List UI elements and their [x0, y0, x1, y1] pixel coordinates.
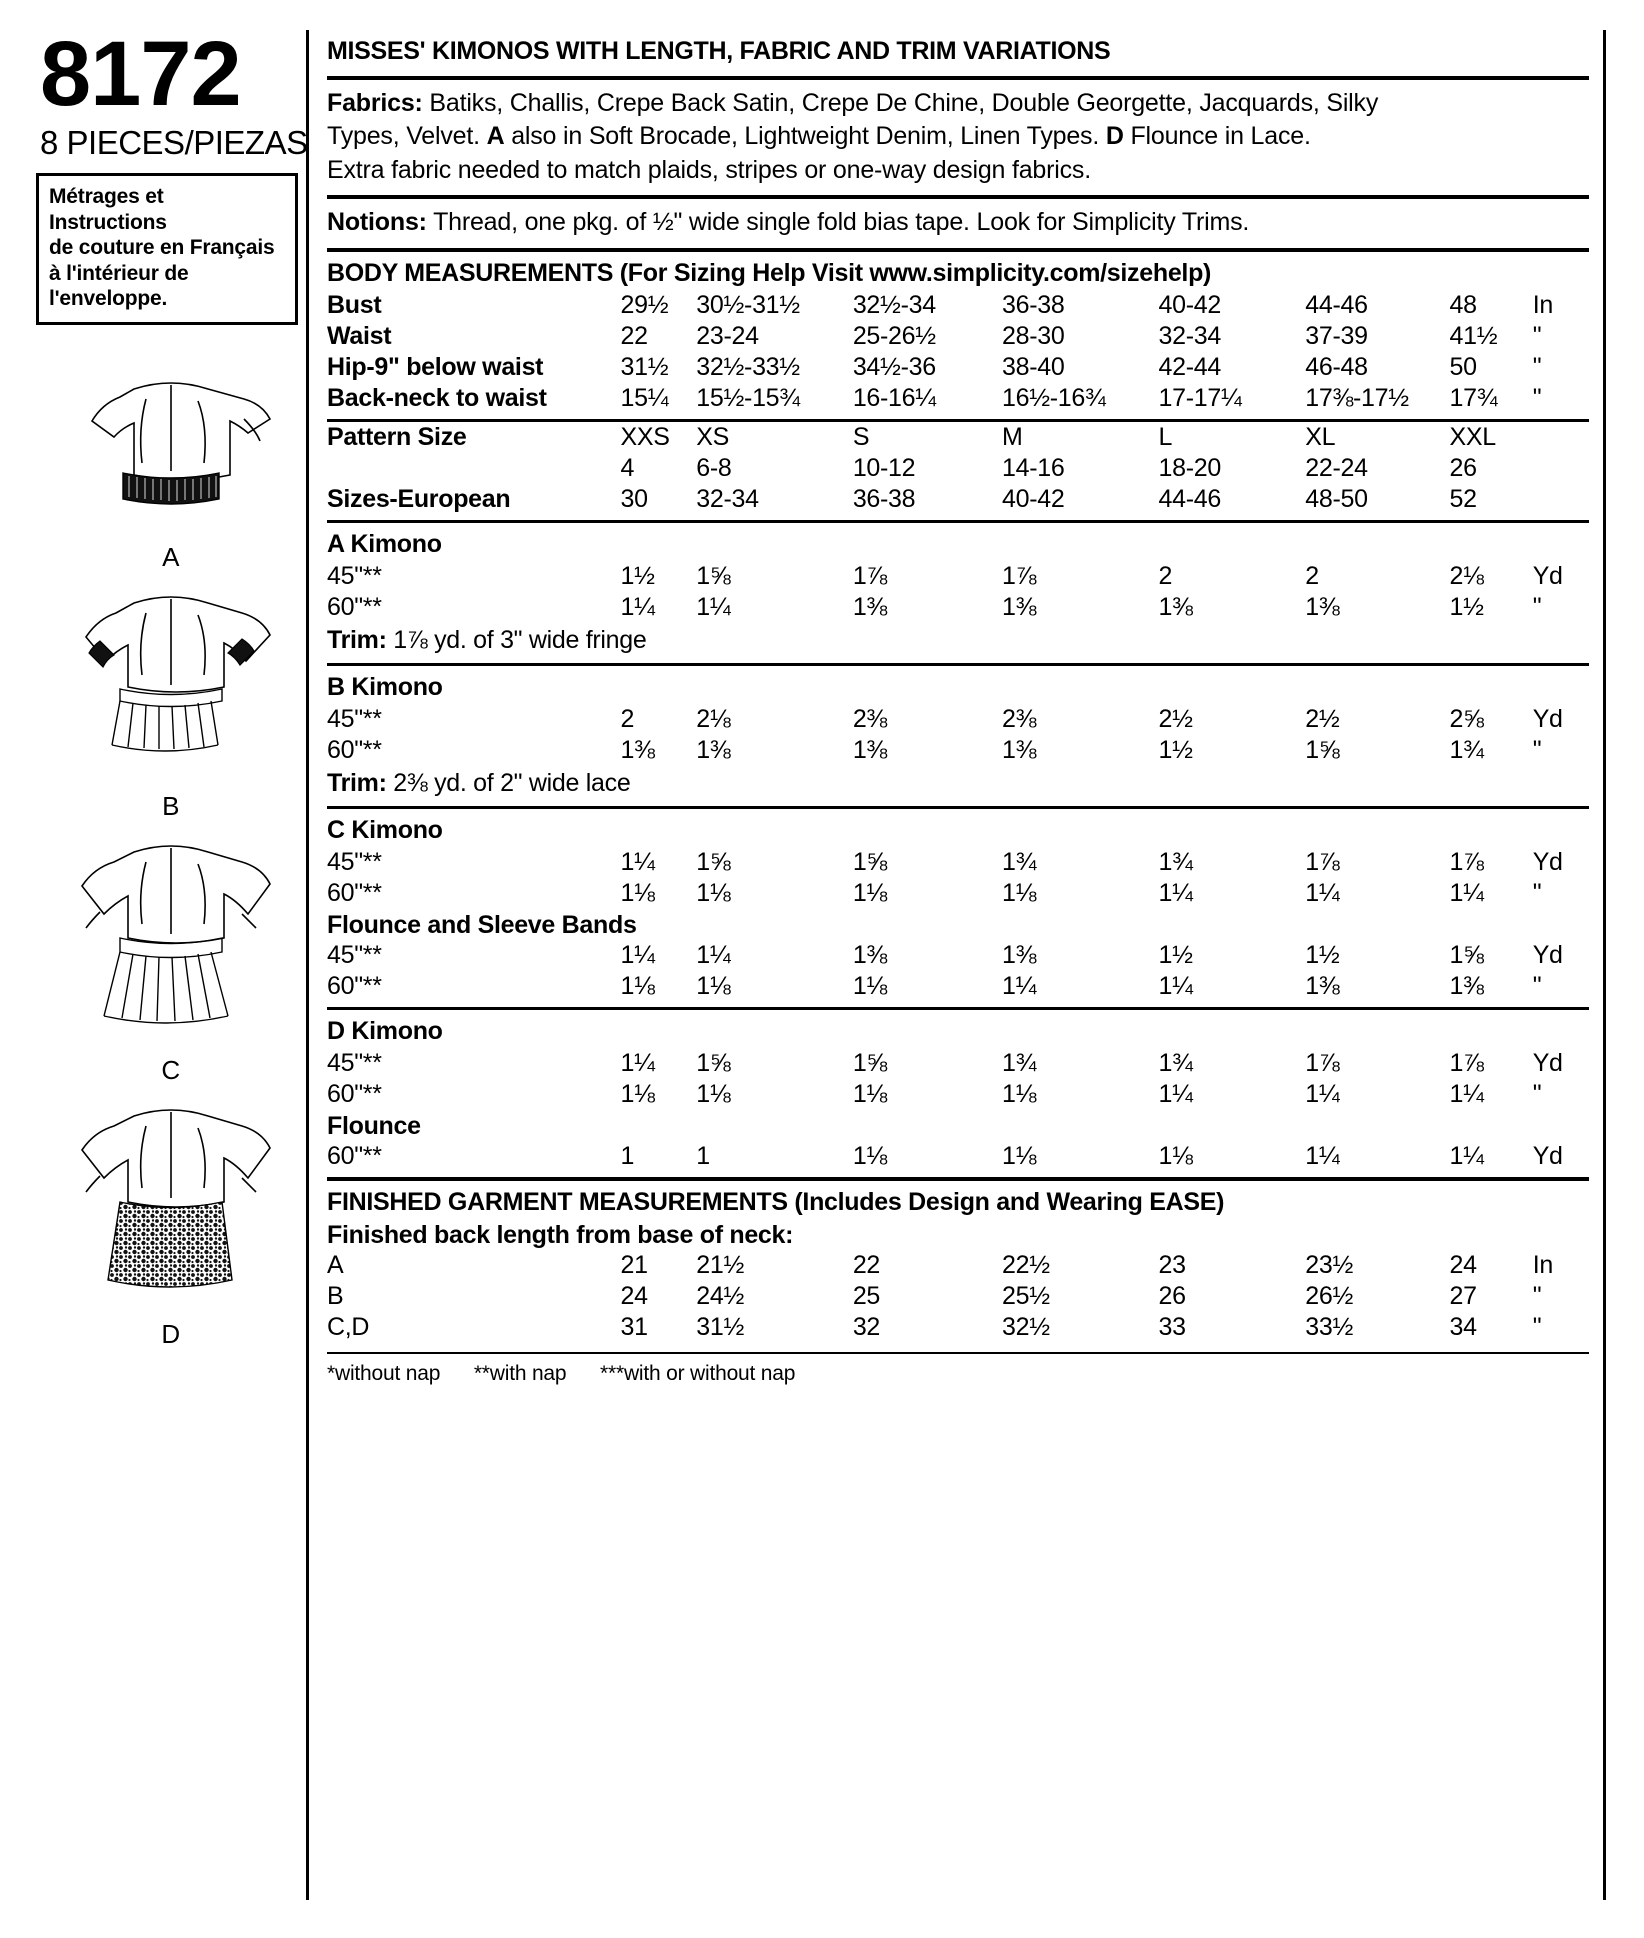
- numsize-s: 10-12: [852, 453, 916, 482]
- cell-xxl: 41½: [1449, 321, 1498, 350]
- table-row: [327, 847, 1589, 878]
- cell-s: 1⅛: [852, 1079, 887, 1108]
- pieces-count: 8 PIECES/PIEZAS: [40, 124, 308, 161]
- pattern-size-table: [327, 422, 1589, 515]
- fabrics-label: Fabrics:: [327, 88, 423, 117]
- view-b: [40, 589, 302, 822]
- cell-xxs: 1¼: [620, 940, 655, 969]
- trim-text: 1⅞ yd. of 3" wide fringe: [393, 625, 647, 654]
- eu-xl: 48-50: [1305, 484, 1368, 513]
- cell-xs: 1¼: [696, 592, 731, 621]
- cell-xxs: 1⅛: [620, 971, 655, 1000]
- cell-unit: ": [1532, 592, 1542, 621]
- size-m: M: [1002, 422, 1023, 451]
- footnote-2: **with nap: [473, 1361, 567, 1385]
- cell-l: 42-44: [1158, 352, 1221, 381]
- cell-xxs: 1⅛: [620, 878, 655, 907]
- cell-l: 1¼: [1158, 1079, 1193, 1108]
- cell-xl: 44-46: [1305, 290, 1368, 319]
- cell-xxl: 24: [1449, 1250, 1477, 1279]
- cell-xs: 1⅝: [696, 561, 731, 590]
- cell-unit: Yd: [1532, 561, 1563, 590]
- view-c-label: C: [161, 1055, 181, 1085]
- cell-xxl: 1⅜: [1449, 971, 1484, 1000]
- cell-xxl: 27: [1449, 1281, 1477, 1310]
- cell-l: 32-34: [1158, 321, 1221, 350]
- cell-l: 1¼: [1158, 878, 1193, 907]
- cell-l: 1½: [1158, 940, 1193, 969]
- trim-label: Trim:: [327, 625, 387, 654]
- finished-measurements-heading: FINISHED GARMENT MEASUREMENTS (Includes Design and Wearing EASE): [327, 1187, 1225, 1216]
- notions-text: Thread, one pkg. of ½" wide single fold bias tape. Look for Simplicity Trims.: [433, 208, 1250, 236]
- cell-l: 1⅛: [1158, 1141, 1193, 1170]
- cell-xxl: 1⅝: [1449, 940, 1484, 969]
- cell-xl: 37-39: [1305, 321, 1368, 350]
- finished-measurements-table: [327, 1250, 1589, 1343]
- cell-xxs: 1¼: [620, 592, 655, 621]
- cell-xxs: 1¼: [620, 1048, 655, 1077]
- cell-unit: ": [1532, 1079, 1542, 1108]
- table-row: [327, 971, 1589, 1002]
- cell-m: 1⅞: [1002, 561, 1037, 590]
- cell-xxl: 1½: [1449, 592, 1484, 621]
- notions-block: [327, 199, 1589, 248]
- cell-s: 25-26½: [852, 321, 936, 350]
- table-row: [327, 422, 1589, 453]
- cell-xl: 46-48: [1305, 352, 1368, 381]
- numsize-m: 14-16: [1002, 453, 1065, 482]
- cell-l: 1¼: [1158, 971, 1193, 1000]
- french-line-1: Métrages et Instructions: [49, 185, 167, 234]
- cell-s: 1⅝: [852, 847, 887, 876]
- view-c: [40, 838, 302, 1086]
- eu-s: 36-38: [852, 484, 916, 513]
- size-xs: XS: [696, 422, 730, 451]
- cell-s: 1⅜: [852, 735, 887, 764]
- yardage-table-c: [327, 847, 1589, 909]
- cell-xs: 1⅛: [696, 971, 731, 1000]
- cell-xl: 1⅝: [1305, 735, 1340, 764]
- cell-xl: 26½: [1305, 1281, 1354, 1310]
- row-label: Hip-9" below waist: [327, 352, 544, 381]
- cell-xxl: 2⅝: [1449, 704, 1484, 733]
- table-row: [327, 878, 1589, 909]
- trim-label: Trim:: [327, 768, 387, 797]
- cell-xs: 2⅛: [696, 704, 731, 733]
- numsize-xxl: 26: [1449, 453, 1477, 482]
- cell-xxl: 50: [1449, 352, 1477, 381]
- section-d-kimono-title: D Kimono: [327, 1016, 443, 1045]
- row-label-45: 45"**: [327, 561, 382, 590]
- cell-l: 40-42: [1158, 290, 1221, 319]
- table-row: [327, 704, 1589, 735]
- row-label-a: A: [327, 1250, 344, 1279]
- cell-m: 1¼: [1002, 971, 1037, 1000]
- cell-unit: ": [1532, 321, 1542, 350]
- numsize-xl: 22-24: [1305, 453, 1368, 482]
- cell-m: 2⅜: [1002, 704, 1037, 733]
- cell-unit: In: [1532, 1250, 1553, 1279]
- cell-s: 22: [852, 1250, 881, 1279]
- cell-m: 1¾: [1002, 847, 1037, 876]
- cell-xs: 1⅛: [696, 878, 731, 907]
- cell-unit: [1533, 453, 1589, 484]
- fabrics-block: [327, 80, 1589, 196]
- cell-xxl: 1¾: [1449, 735, 1484, 764]
- table-row: [327, 1048, 1589, 1079]
- cell-unit: [1533, 422, 1589, 453]
- size-xl: XL: [1305, 422, 1336, 451]
- trim-line-b: [327, 766, 1589, 806]
- table-row: [327, 940, 1589, 971]
- cell-unit: Yd: [1532, 940, 1563, 969]
- cell-unit: Yd: [1532, 1048, 1563, 1077]
- row-label-60: 60"**: [327, 878, 382, 907]
- row-label-60: 60"**: [327, 735, 382, 764]
- cell-m: 1⅛: [1002, 1079, 1037, 1108]
- view-a: [40, 375, 302, 573]
- table-row: [327, 561, 1589, 592]
- row-label-b: B: [327, 1281, 344, 1310]
- yardage-table-b: [327, 704, 1589, 766]
- pattern-number: 8172: [40, 23, 241, 125]
- fabrics-view-d-ref: D: [1105, 122, 1124, 150]
- row-label-45: 45"**: [327, 704, 382, 733]
- table-row: [327, 383, 1589, 414]
- cell-xl: 1¼: [1305, 1079, 1340, 1108]
- size-s: S: [852, 422, 870, 451]
- cell-xxl: 1¼: [1449, 1079, 1484, 1108]
- fabrics-line-3: Extra fabric needed to match plaids, stripes or one-way design fabrics.: [327, 155, 1091, 184]
- cell-xxl: 34: [1449, 1312, 1477, 1341]
- cell-xs: 1⅛: [696, 1079, 731, 1108]
- cell-s: 32: [852, 1312, 881, 1341]
- cell-m: 1⅜: [1002, 735, 1037, 764]
- view-a-label: A: [162, 542, 180, 572]
- cell-unit: ": [1532, 735, 1542, 764]
- cell-xxl: 17¾: [1449, 383, 1498, 412]
- body-measurements-table: [327, 290, 1589, 414]
- cell-l: 1¾: [1158, 1048, 1193, 1077]
- row-label-60: 60"**: [327, 1141, 382, 1170]
- table-row: [327, 321, 1589, 352]
- cell-m: 1⅛: [1002, 878, 1037, 907]
- eu-m: 40-42: [1002, 484, 1065, 513]
- table-row: [327, 735, 1589, 766]
- info-panel: [306, 30, 1606, 1900]
- cell-xs: 1¼: [696, 940, 731, 969]
- row-label-blank: [327, 453, 620, 484]
- footnotes: [327, 1354, 1589, 1386]
- cell-unit: ": [1532, 1281, 1542, 1310]
- fabrics-line-2e: Flounce in Lace.: [1130, 122, 1311, 150]
- french-instructions-box: [36, 173, 298, 325]
- row-label: Bust: [327, 290, 382, 319]
- cell-xxs: 21: [620, 1250, 648, 1279]
- cell-s: 32½-34: [852, 290, 936, 319]
- trim-text: 2⅜ yd. of 2" wide lace: [393, 768, 631, 797]
- size-xxs: XXS: [620, 422, 670, 451]
- row-label-60: 60"**: [327, 592, 382, 621]
- cell-l: 1¾: [1158, 847, 1193, 876]
- view-d: [40, 1102, 302, 1350]
- cell-xs: 23-24: [696, 321, 759, 350]
- french-line-3: à l'intérieur de: [49, 261, 189, 285]
- garment-illustrations: [40, 375, 302, 1366]
- left-column: [36, 23, 326, 325]
- kimono-a-illustration: [56, 375, 286, 540]
- cell-xs: 1: [696, 1141, 710, 1170]
- cell-unit: In: [1532, 290, 1553, 319]
- cell-xxl: 2⅛: [1449, 561, 1484, 590]
- cell-s: 34½-36: [852, 352, 936, 381]
- eu-xxs: 30: [620, 484, 648, 513]
- cell-xs: 30½-31½: [696, 290, 800, 319]
- fabrics-line-2a: Types, Velvet.: [327, 122, 480, 150]
- table-row: [327, 352, 1589, 383]
- kimono-d-illustration: [56, 1102, 286, 1317]
- cell-xxs: 24: [620, 1281, 648, 1310]
- cell-xxs: 15¼: [620, 383, 669, 412]
- cell-l: 1⅜: [1158, 592, 1193, 621]
- cell-unit: Yd: [1532, 847, 1563, 876]
- cell-m: 32½: [1002, 1312, 1050, 1341]
- numsize-xs: 6-8: [696, 453, 732, 482]
- row-label-45: 45"**: [327, 940, 382, 969]
- size-l: L: [1158, 422, 1173, 451]
- cell-xl: 1⅞: [1305, 1048, 1340, 1077]
- cell-xs: 31½: [696, 1312, 745, 1341]
- numsize-l: 18-20: [1158, 453, 1221, 482]
- cell-xs: 15½-15¾: [696, 383, 800, 412]
- footnote-3: ***with or without nap: [600, 1361, 796, 1385]
- cell-xl: 33½: [1305, 1312, 1354, 1341]
- cell-s: 16-16¼: [852, 383, 936, 412]
- cell-xl: 1⅞: [1305, 847, 1340, 876]
- numsize-xxs: 4: [620, 453, 635, 482]
- cell-unit: Yd: [1532, 1141, 1563, 1170]
- notions-label: Notions:: [327, 208, 427, 236]
- cell-xl: 2: [1305, 561, 1319, 590]
- cell-xxs: 1: [620, 1141, 635, 1170]
- cell-xxl: 1¼: [1449, 1141, 1484, 1170]
- pattern-size-label: Pattern Size: [327, 422, 467, 451]
- cell-xxl: 48: [1449, 290, 1477, 319]
- finished-measurements-subheading: Finished back length from base of neck:: [327, 1220, 794, 1249]
- yardage-table-a: [327, 561, 1589, 623]
- row-label-cd: C,D: [327, 1312, 370, 1341]
- row-label-60: 60"**: [327, 1079, 382, 1108]
- cell-m: 28-30: [1002, 321, 1065, 350]
- cell-xl: 1⅜: [1305, 971, 1340, 1000]
- cell-xxl: 1⅞: [1449, 847, 1484, 876]
- section-c-sub-title: Flounce and Sleeve Bands: [327, 910, 637, 939]
- cell-m: 1⅜: [1002, 592, 1037, 621]
- cell-s: 1⅜: [852, 940, 887, 969]
- yardage-table-c-sub: [327, 940, 1589, 1002]
- table-row: [327, 1079, 1589, 1110]
- cell-m: 16½-16¾: [1002, 383, 1106, 412]
- eu-xxl: 52: [1449, 484, 1477, 513]
- cell-s: 25: [852, 1281, 881, 1310]
- cell-m: 25½: [1002, 1281, 1050, 1310]
- cell-m: 1¾: [1002, 1048, 1037, 1077]
- cell-xxs: 29½: [620, 290, 669, 319]
- eu-xs: 32-34: [696, 484, 759, 513]
- cell-s: 1⅜: [852, 592, 887, 621]
- cell-l: 26: [1158, 1281, 1186, 1310]
- cell-xs: 24½: [696, 1281, 745, 1310]
- table-row: [327, 1141, 1589, 1172]
- row-label-45: 45"**: [327, 1048, 382, 1077]
- view-d-label: D: [161, 1319, 181, 1349]
- cell-m: 22½: [1002, 1250, 1050, 1279]
- kimono-b-illustration: [56, 589, 286, 789]
- trim-line-a: [327, 623, 1589, 663]
- cell-unit: Yd: [1532, 704, 1563, 733]
- cell-l: 2½: [1158, 704, 1193, 733]
- cell-s: 1⅝: [852, 1048, 887, 1077]
- cell-xl: 1¼: [1305, 1141, 1340, 1170]
- row-label: Waist: [327, 321, 392, 350]
- row-label-45: 45"**: [327, 847, 382, 876]
- table-row: [327, 1281, 1589, 1312]
- cell-s: 1⅛: [852, 878, 887, 907]
- cell-m: 1⅜: [1002, 940, 1037, 969]
- section-d-sub-title: Flounce: [327, 1111, 421, 1140]
- cell-s: 1⅛: [852, 1141, 887, 1170]
- cell-s: 2⅜: [852, 704, 887, 733]
- cell-m: 1⅛: [1002, 1141, 1037, 1170]
- cell-s: 1⅛: [852, 971, 887, 1000]
- cell-m: 36-38: [1002, 290, 1065, 319]
- page-title: MISSES' KIMONOS WITH LENGTH, FABRIC AND TRIM VARIATIONS: [327, 37, 1111, 65]
- cell-l: 2: [1158, 561, 1173, 590]
- cell-xl: 1½: [1305, 940, 1340, 969]
- cell-xxs: 1⅛: [620, 1079, 655, 1108]
- cell-xl: 23½: [1305, 1250, 1354, 1279]
- table-row: [327, 1312, 1589, 1343]
- cell-xxs: 22: [620, 321, 648, 350]
- footnote-1: *without nap: [327, 1361, 441, 1385]
- eu-l: 44-46: [1158, 484, 1221, 513]
- cell-l: 23: [1158, 1250, 1186, 1279]
- kimono-c-illustration: [56, 838, 286, 1053]
- european-sizes-label: Sizes-European: [327, 484, 511, 513]
- cell-s: 1⅞: [852, 561, 887, 590]
- table-row: [327, 453, 1589, 484]
- yardage-table-d-sub: [327, 1141, 1589, 1172]
- french-line-4: l'enveloppe.: [49, 287, 168, 311]
- view-b-label: B: [162, 791, 180, 821]
- cell-xs: 32½-33½: [696, 352, 800, 381]
- cell-unit: ": [1532, 878, 1542, 907]
- row-label: Back-neck to waist: [327, 383, 547, 412]
- cell-xxl: 1⅞: [1449, 1048, 1484, 1077]
- table-row: [327, 290, 1589, 321]
- cell-xxs: 31½: [620, 352, 669, 381]
- cell-l: 1½: [1158, 735, 1193, 764]
- cell-l: 17-17¼: [1158, 383, 1242, 412]
- cell-xs: 1⅝: [696, 1048, 731, 1077]
- cell-xxs: 31: [620, 1312, 648, 1341]
- cell-xl: 1⅜: [1305, 592, 1340, 621]
- cell-unit: ": [1532, 1312, 1542, 1341]
- cell-unit: ": [1532, 352, 1542, 381]
- cell-unit: [1533, 484, 1589, 515]
- section-b-kimono-title: B Kimono: [327, 672, 443, 701]
- cell-xxl: 1¼: [1449, 878, 1484, 907]
- cell-xxs: 2: [620, 704, 635, 733]
- cell-unit: ": [1532, 383, 1542, 412]
- table-row: [327, 1250, 1589, 1281]
- cell-xs: 1⅝: [696, 847, 731, 876]
- cell-unit: ": [1532, 971, 1542, 1000]
- section-a-kimono-title: A Kimono: [327, 529, 442, 558]
- cell-xxs: 1⅜: [620, 735, 655, 764]
- cell-l: 33: [1158, 1312, 1186, 1341]
- fabrics-line-2c: also in Soft Brocade, Lightweight Denim, Linen Types.: [511, 122, 1100, 150]
- cell-m: 38-40: [1002, 352, 1065, 381]
- section-c-kimono-title: C Kimono: [327, 815, 443, 844]
- cell-xxs: 1½: [620, 561, 655, 590]
- cell-xl: 2½: [1305, 704, 1340, 733]
- body-measurements-heading: BODY MEASUREMENTS (For Sizing Help Visit www.simplicity.com/sizehelp): [327, 258, 1212, 287]
- french-line-2: de couture en Français: [49, 236, 275, 260]
- fabrics-view-a-ref: A: [486, 122, 505, 150]
- table-row: [327, 592, 1589, 623]
- row-label-60: 60"**: [327, 971, 382, 1000]
- cell-xxs: 1¼: [620, 847, 655, 876]
- cell-xl: 17⅜-17½: [1305, 383, 1409, 412]
- size-xxl: XXL: [1449, 422, 1496, 451]
- yardage-table-d: [327, 1048, 1589, 1110]
- cell-xl: 1¼: [1305, 878, 1340, 907]
- table-row: [327, 484, 1589, 515]
- cell-xs: 1⅜: [696, 735, 731, 764]
- cell-xs: 21½: [696, 1250, 745, 1279]
- fabrics-line-1: Batiks, Challis, Crepe Back Satin, Crepe De Chine, Double Georgette, Jacquards, Silky: [429, 88, 1379, 117]
